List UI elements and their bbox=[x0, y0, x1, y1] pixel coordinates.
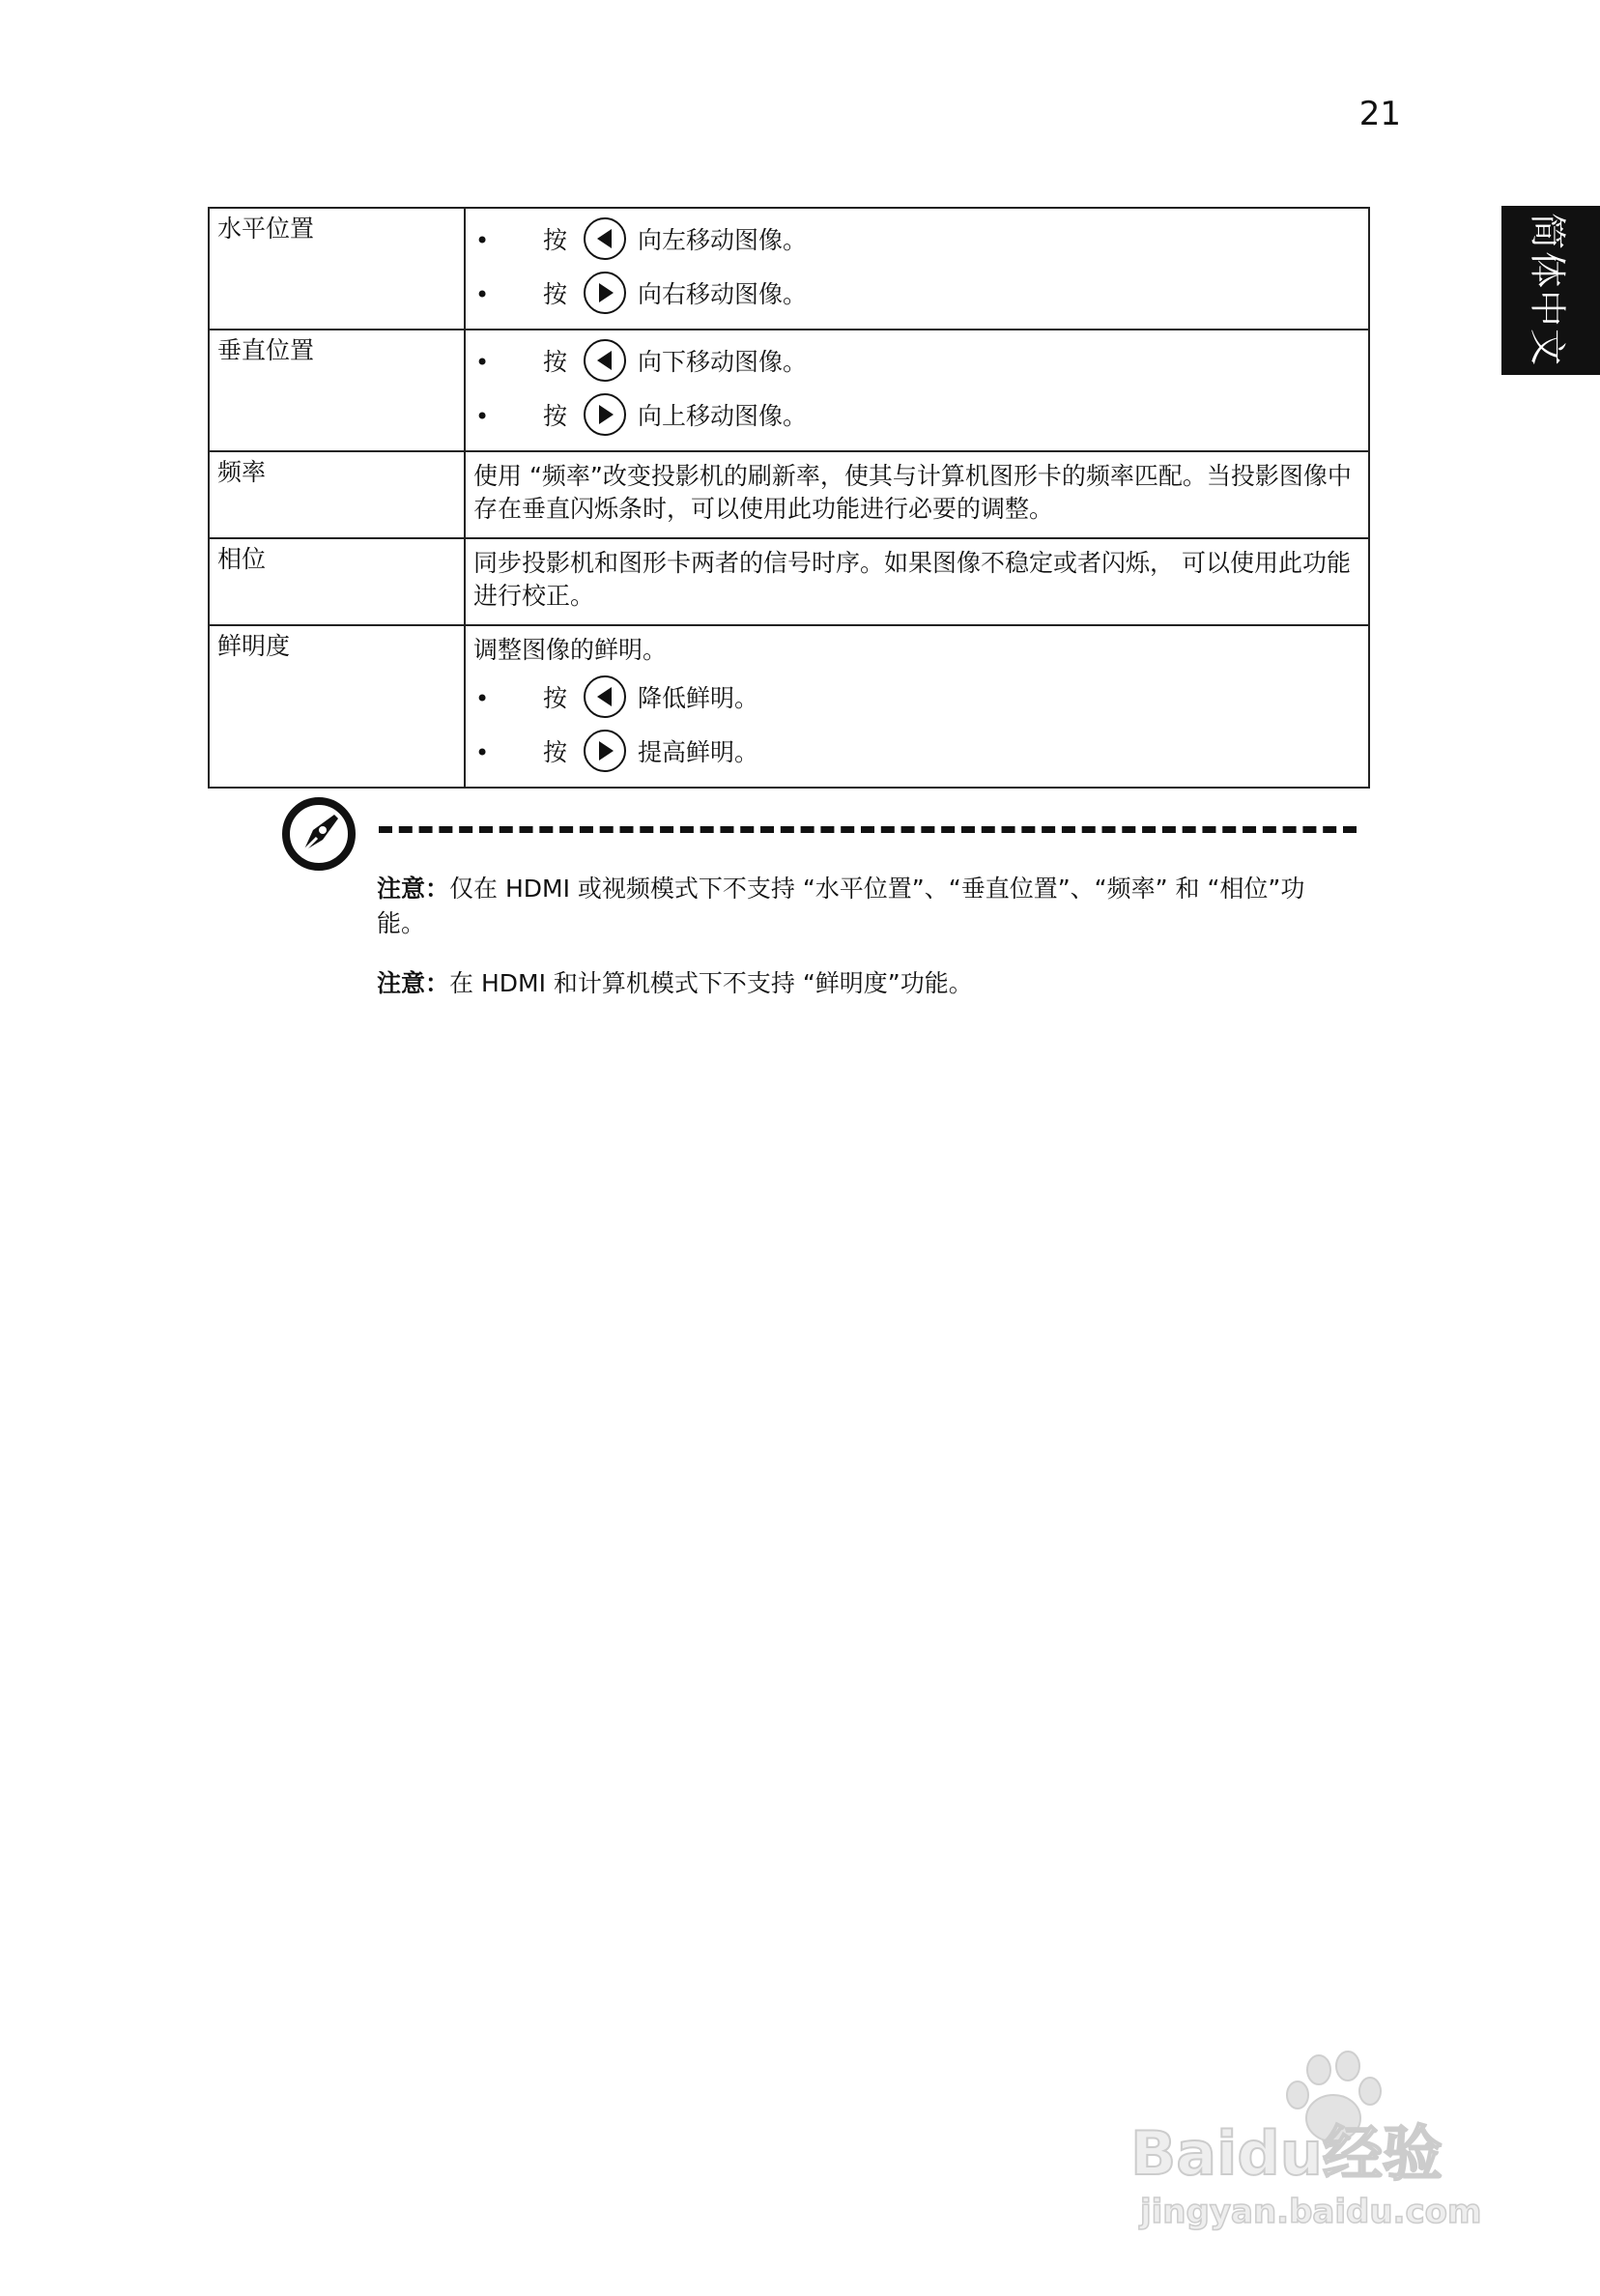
description-text: 调整图像的鲜明。 bbox=[473, 636, 668, 664]
press-label: 按 bbox=[543, 684, 568, 712]
table-row bbox=[209, 330, 1369, 451]
bullet-icon: • bbox=[475, 281, 490, 308]
action-text: 向下移动图像。 bbox=[638, 348, 808, 376]
description-text: 同步投影机和图形卡两者的信号时序。如果图像不稳定或者闪烁， 可以使用此功能进行校正。 bbox=[473, 549, 1351, 610]
note-text: 仅在 HDMI 或视频模式下不支持 “水平位置”、“垂直位置”、“频率” 和 “相位”功能。 bbox=[377, 875, 1305, 937]
setting-description bbox=[465, 208, 1369, 330]
bullet-item bbox=[473, 213, 1358, 267]
press-label: 按 bbox=[543, 402, 568, 430]
right-arrow-button-icon bbox=[584, 393, 626, 436]
note-pen-icon bbox=[280, 795, 357, 873]
note-divider bbox=[379, 826, 1357, 833]
table-row bbox=[209, 538, 1369, 625]
table-row bbox=[209, 451, 1369, 538]
press-label: 按 bbox=[543, 348, 568, 376]
bullet-icon: • bbox=[475, 227, 490, 254]
right-arrow-button-icon bbox=[584, 730, 626, 772]
setting-name: 水平位置 bbox=[209, 208, 465, 330]
note-paragraph bbox=[377, 966, 1343, 1001]
bullet-icon: • bbox=[475, 685, 490, 712]
bullet-icon: • bbox=[475, 349, 490, 376]
settings-table bbox=[208, 207, 1370, 789]
bullet-item bbox=[473, 671, 1358, 725]
action-text: 向左移动图像。 bbox=[638, 226, 808, 254]
setting-name: 频率 bbox=[209, 451, 465, 538]
bullet-icon: • bbox=[475, 739, 490, 766]
note-lead: 注意： bbox=[377, 969, 450, 997]
action-text: 向上移动图像。 bbox=[638, 402, 808, 430]
press-label: 按 bbox=[543, 280, 568, 308]
language-tab bbox=[1501, 206, 1600, 375]
description-text: 使用 “频率”改变投影机的刷新率，使其与计算机图形卡的频率匹配。当投影图像中存在垂直闪烁条时，可以使用此功能进行必要的调整。 bbox=[473, 462, 1352, 523]
table-row bbox=[209, 208, 1369, 330]
note-paragraph bbox=[377, 872, 1343, 941]
setting-description bbox=[465, 538, 1369, 625]
bullet-item bbox=[473, 334, 1358, 388]
left-arrow-button-icon bbox=[584, 339, 626, 382]
setting-description bbox=[465, 330, 1369, 451]
press-label: 按 bbox=[543, 226, 568, 254]
setting-description bbox=[465, 451, 1369, 538]
note-lead: 注意： bbox=[377, 875, 450, 903]
note-text: 在 HDMI 和计算机模式下不支持 “鲜明度”功能。 bbox=[449, 969, 973, 997]
language-tab-label: 简体中文 bbox=[1526, 212, 1569, 368]
setting-name: 鲜明度 bbox=[209, 625, 465, 788]
bullet-item bbox=[473, 725, 1358, 779]
action-text: 向右移动图像。 bbox=[638, 280, 808, 308]
setting-name: 垂直位置 bbox=[209, 330, 465, 451]
bullet-icon: • bbox=[475, 403, 490, 430]
watermark-brand: Baidu经验 bbox=[1130, 2118, 1443, 2189]
watermark-url: jingyan.baidu.com bbox=[1140, 2193, 1482, 2231]
action-text: 提高鲜明。 bbox=[638, 738, 759, 766]
setting-name: 相位 bbox=[209, 538, 465, 625]
page-number: 21 bbox=[1358, 95, 1401, 133]
left-arrow-button-icon bbox=[584, 675, 626, 718]
bullet-item bbox=[473, 267, 1358, 321]
action-text: 降低鲜明。 bbox=[638, 684, 759, 712]
right-arrow-button-icon bbox=[584, 272, 626, 314]
setting-description bbox=[465, 625, 1369, 788]
table-row bbox=[209, 625, 1369, 788]
bullet-item bbox=[473, 388, 1358, 443]
press-label: 按 bbox=[543, 738, 568, 766]
left-arrow-button-icon bbox=[584, 217, 626, 260]
baidu-watermark bbox=[1121, 2049, 1507, 2242]
